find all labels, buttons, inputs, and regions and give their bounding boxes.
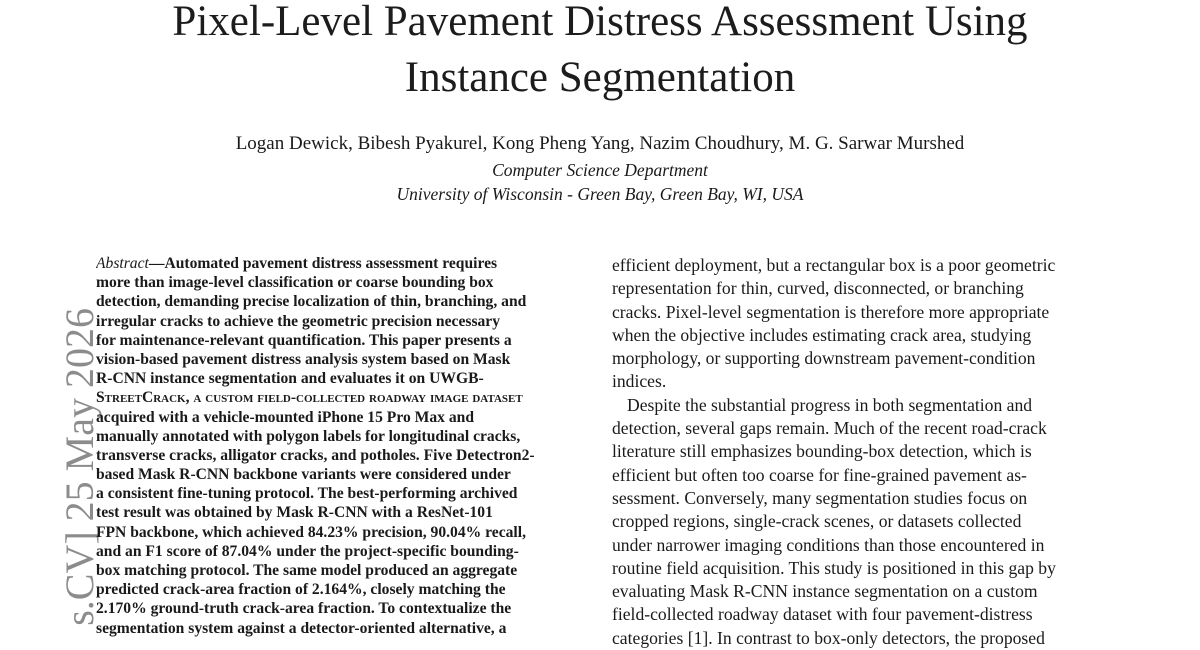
body-line: indices. <box>612 371 667 392</box>
body-line: categories [1]. In contrast to box-only detectors, the proposed <box>612 627 1045 648</box>
title-line-2: Instance Segmentation <box>404 54 796 101</box>
body-line: sessment. Conversely, many segmentation studies focus on <box>612 487 1028 508</box>
abstract-line: segmentation system against a detector-oriented alternative, a <box>96 619 507 637</box>
abstract-line: a consistent fine-tuning protocol. The best-performing archived <box>96 485 518 503</box>
body-line: literature still emphasizes bounding-box detection, which is <box>612 441 1032 462</box>
body-line: evaluating Mask R-CNN instance segmentation on a custom <box>612 581 1038 602</box>
body-text-column <box>612 254 1106 650</box>
abstract-line: transverse cracks, alligator cracks, and potholes. Five Detectron2- <box>96 446 535 464</box>
author-list: Logan Dewick, Bibesh Pyakurel, Kong Pheng Yang, Nazim Choudhury, M. G. Sarwar Murshed <box>235 133 965 154</box>
abstract-line: manually annotated with polygon labels for longitudinal cracks, <box>96 427 521 445</box>
body-line: when the objective includes estimating crack area, studying <box>612 324 1032 345</box>
abstract-label: Abstract <box>96 255 149 272</box>
abstract-line: irregular cracks to achieve the geometric precision necessary <box>96 312 501 330</box>
affiliation-university: University of Wisconsin - Green Bay, Green Bay, WI, USA <box>396 184 804 204</box>
abstract-line: detection, demanding precise localization of thin, branching, and <box>96 293 527 311</box>
abstract-line: FPN backbone, which achieved 84.23% precision, 90.04% recall, <box>96 523 526 541</box>
body-line: efficient but often too coarse for fine-grained pavement as- <box>612 464 1027 485</box>
abstract-line: and an F1 score of 87.04% under the project-specific bounding- <box>96 542 519 560</box>
abstract-line: more than image-level classification or coarse bounding box <box>96 274 494 292</box>
abstract-line: acquired with a vehicle-mounted iPhone 15 Pro Max and <box>96 408 475 426</box>
abstract-line: vision-based pavement distress analysis system based on Mask <box>96 350 511 368</box>
abstract-line: box matching protocol. The same model produced an aggregate <box>96 562 518 579</box>
abstract-line: R-CNN instance segmentation and evaluates it on UWGB- <box>96 370 484 388</box>
body-line: cracks. Pixel-level segmentation is therefore more appropriate <box>612 301 1050 322</box>
title-line-1: Pixel-Level Pavement Distress Assessment Using <box>172 0 1028 45</box>
abstract-line: Abstract—Automated pavement distress assessment requires <box>96 255 498 272</box>
body-line: Despite the substantial progress in both segmentation and <box>627 394 1033 415</box>
abstract-line: for maintenance-relevant quantification. This paper presents a <box>96 331 512 349</box>
abstract-line: 2.170% ground-truth crack-area fraction. To contextualize the <box>96 600 512 618</box>
body-line: under narrower imaging conditions than those encountered in <box>612 534 1045 555</box>
abstract-line: test result was obtained by Mask R-CNN with a ResNet-101 <box>96 504 493 522</box>
affiliation-department: Computer Science Department <box>492 160 708 180</box>
arxiv-identifier-stamp: s.CV] 25 May 2026 <box>57 308 102 626</box>
paper-title <box>0 0 1200 106</box>
body-line: representation for thin, curved, disconnected, or branching <box>612 278 1024 299</box>
body-line: routine field acquisition. This study is positioned in this gap by <box>612 557 1056 578</box>
body-line: cropped regions, single-crack scenes, or datasets collected <box>612 511 1022 532</box>
abstract-line: predicted crack-area fraction of 2.164%, closely matching the <box>96 581 506 599</box>
body-line: field-collected roadway dataset with four pavement-distress <box>612 604 1033 625</box>
abstract-column <box>96 254 588 638</box>
body-line: detection, several gaps remain. Much of the recent road-crack <box>612 418 1047 439</box>
body-line: morphology, or supporting downstream pavement-condition <box>612 348 1036 369</box>
abstract-line: based Mask R-CNN backbone variants were considered under <box>96 466 511 484</box>
body-line: efficient deployment, but a rectangular box is a poor geometric <box>612 255 1056 275</box>
abstract-line: StreetCrack, a custom field-collected roadway image dataset <box>96 389 523 407</box>
